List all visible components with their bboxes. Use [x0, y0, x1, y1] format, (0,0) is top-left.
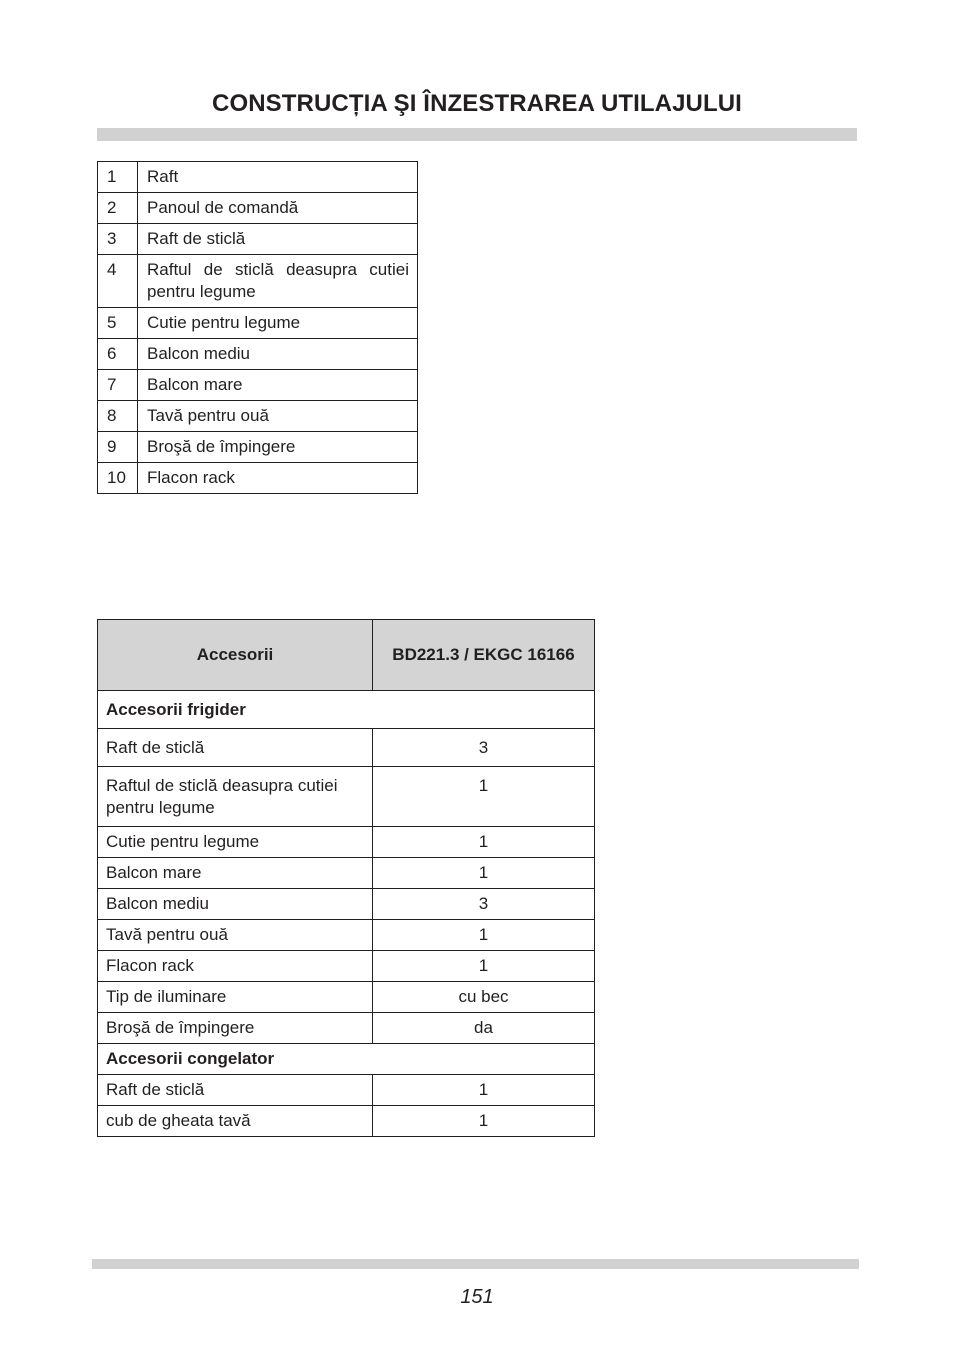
table-row — [98, 401, 418, 432]
part-label: Raft de sticlă — [138, 224, 418, 255]
part-number: 6 — [98, 339, 138, 370]
section-title-freezer: Accesorii congelator — [98, 1044, 595, 1075]
table-row — [98, 162, 418, 193]
section-row — [98, 1044, 595, 1075]
accessory-value: 1 — [373, 1106, 595, 1137]
table-row — [98, 827, 595, 858]
accessory-value: 1 — [373, 858, 595, 889]
table-row — [98, 370, 418, 401]
part-label: Raft — [138, 162, 418, 193]
accessory-value: 1 — [373, 920, 595, 951]
table-row — [98, 1106, 595, 1137]
table-row — [98, 463, 418, 494]
part-label: Broşă de împingere — [138, 432, 418, 463]
table-row — [98, 1075, 595, 1106]
part-number: 7 — [98, 370, 138, 401]
table-row — [98, 951, 595, 982]
accessory-value: 1 — [373, 1075, 595, 1106]
accessory-name: Flacon rack — [98, 951, 373, 982]
part-number: 1 — [98, 162, 138, 193]
table-row — [98, 767, 595, 827]
accessory-name: Raftul de sticlă deasupra cutiei pentru legume — [98, 767, 373, 827]
table-row — [98, 858, 595, 889]
table-row — [98, 308, 418, 339]
accessory-name: Balcon mediu — [98, 889, 373, 920]
part-label: Raftul de sticlă deasupra cutiei pentru legume — [138, 255, 418, 308]
part-number: 9 — [98, 432, 138, 463]
part-label: Balcon mare — [138, 370, 418, 401]
accessory-value: 3 — [373, 889, 595, 920]
accessory-value: cu bec — [373, 982, 595, 1013]
accessory-value: 3 — [373, 729, 595, 767]
table-row — [98, 889, 595, 920]
accessory-value: da — [373, 1013, 595, 1044]
part-number: 10 — [98, 463, 138, 494]
table-row — [98, 255, 418, 308]
accessory-name: Raft de sticlă — [98, 729, 373, 767]
table-row — [98, 339, 418, 370]
part-number: 2 — [98, 193, 138, 224]
part-number: 5 — [98, 308, 138, 339]
page-title: CONSTRUCȚIA ŞI ÎNZESTRAREA UTILAJULUI — [212, 90, 742, 117]
section-row — [98, 691, 595, 729]
column-header-model: BD221.3 / EKGC 16166 — [373, 620, 595, 691]
table-row — [98, 432, 418, 463]
accessory-value: 1 — [373, 827, 595, 858]
table-row — [98, 729, 595, 767]
table-row — [98, 1013, 595, 1044]
table-row — [98, 920, 595, 951]
accessory-value: 1 — [373, 951, 595, 982]
table-row — [98, 982, 595, 1013]
part-number: 3 — [98, 224, 138, 255]
table-row — [98, 193, 418, 224]
accessory-name: Cutie pentru legume — [98, 827, 373, 858]
section-title-fridge: Accesorii frigider — [98, 691, 595, 729]
table-header-row — [98, 620, 595, 691]
column-header-accessories: Accesorii — [98, 620, 373, 691]
part-label: Cutie pentru legume — [138, 308, 418, 339]
header-divider — [97, 128, 857, 141]
page-number: 151 — [460, 1286, 494, 1308]
accessory-value: 1 — [373, 767, 595, 827]
accessory-name: Raft de sticlă — [98, 1075, 373, 1106]
part-label: Tavă pentru ouă — [138, 401, 418, 432]
accessory-name: Broşă de împingere — [98, 1013, 373, 1044]
accessory-name: cub de gheata tavă — [98, 1106, 373, 1137]
accessories-table — [97, 619, 595, 1137]
part-number: 8 — [98, 401, 138, 432]
accessory-name: Tip de iluminare — [98, 982, 373, 1013]
parts-table — [97, 161, 418, 494]
part-number: 4 — [98, 255, 138, 308]
accessory-name: Tavă pentru ouă — [98, 920, 373, 951]
footer-divider — [92, 1259, 859, 1269]
table-row — [98, 224, 418, 255]
part-label: Panoul de comandă — [138, 193, 418, 224]
accessory-name: Balcon mare — [98, 858, 373, 889]
part-label: Balcon mediu — [138, 339, 418, 370]
part-label: Flacon rack — [138, 463, 418, 494]
